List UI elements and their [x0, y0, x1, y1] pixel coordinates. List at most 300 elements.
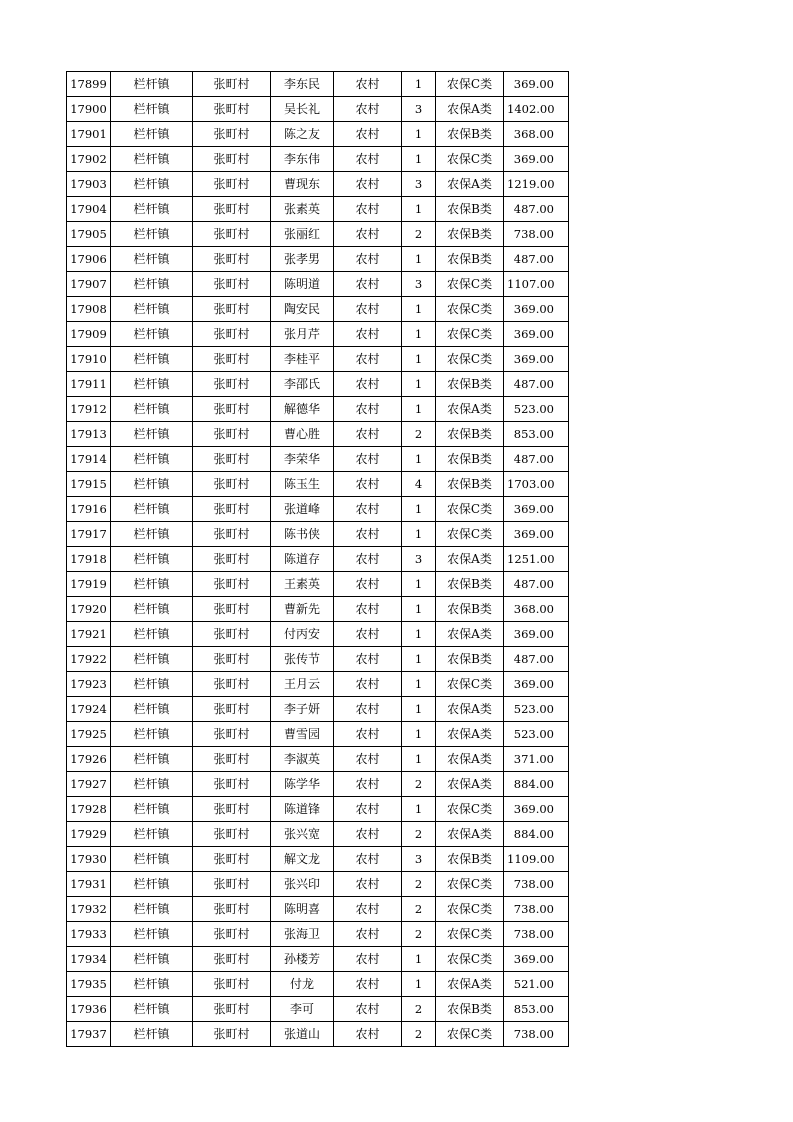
town-cell: 栏杆镇 [111, 997, 193, 1022]
name-cell: 张道峰 [271, 497, 334, 522]
amount-cell: 853.00 [504, 997, 569, 1022]
amount-cell: 1251.00 [504, 547, 569, 572]
table-row [67, 822, 569, 847]
village-cell: 张町村 [193, 622, 271, 647]
town-cell: 栏杆镇 [111, 122, 193, 147]
serial-number-cell: 17907 [67, 272, 111, 297]
serial-number-cell: 17917 [67, 522, 111, 547]
amount-cell: 487.00 [504, 372, 569, 397]
category-cell: 农保A类 [436, 722, 504, 747]
table-row [67, 697, 569, 722]
village-cell: 张町村 [193, 722, 271, 747]
table-row [67, 272, 569, 297]
amount-cell: 369.00 [504, 147, 569, 172]
member-count-cell: 2 [402, 897, 436, 922]
village-cell: 张町村 [193, 322, 271, 347]
town-cell: 栏杆镇 [111, 1022, 193, 1047]
category-cell: 农保B类 [436, 647, 504, 672]
village-cell: 张町村 [193, 922, 271, 947]
name-cell: 吴长礼 [271, 97, 334, 122]
village-cell: 张町村 [193, 422, 271, 447]
area-type-cell: 农村 [334, 747, 402, 772]
table-row [67, 472, 569, 497]
category-cell: 农保C类 [436, 922, 504, 947]
name-cell: 曹新先 [271, 597, 334, 622]
town-cell: 栏杆镇 [111, 847, 193, 872]
name-cell: 张传节 [271, 647, 334, 672]
name-cell: 陈玉生 [271, 472, 334, 497]
village-cell: 张町村 [193, 397, 271, 422]
amount-cell: 738.00 [504, 897, 569, 922]
area-type-cell: 农村 [334, 447, 402, 472]
amount-cell: 1402.00 [504, 97, 569, 122]
name-cell: 张兴宽 [271, 822, 334, 847]
member-count-cell: 2 [402, 772, 436, 797]
member-count-cell: 1 [402, 522, 436, 547]
village-cell: 张町村 [193, 72, 271, 97]
town-cell: 栏杆镇 [111, 547, 193, 572]
category-cell: 农保B类 [436, 572, 504, 597]
name-cell: 李淑英 [271, 747, 334, 772]
town-cell: 栏杆镇 [111, 297, 193, 322]
area-type-cell: 农村 [334, 397, 402, 422]
category-cell: 农保C类 [436, 872, 504, 897]
village-cell: 张町村 [193, 547, 271, 572]
village-cell: 张町村 [193, 222, 271, 247]
area-type-cell: 农村 [334, 347, 402, 372]
serial-number-cell: 17920 [67, 597, 111, 622]
name-cell: 李东民 [271, 72, 334, 97]
table-row [67, 397, 569, 422]
amount-cell: 521.00 [504, 972, 569, 997]
amount-cell: 1703.00 [504, 472, 569, 497]
town-cell: 栏杆镇 [111, 472, 193, 497]
village-cell: 张町村 [193, 697, 271, 722]
amount-cell: 523.00 [504, 722, 569, 747]
serial-number-cell: 17908 [67, 297, 111, 322]
area-type-cell: 农村 [334, 422, 402, 447]
table-row [67, 372, 569, 397]
serial-number-cell: 17906 [67, 247, 111, 272]
category-cell: 农保B类 [436, 597, 504, 622]
name-cell: 张海卫 [271, 922, 334, 947]
serial-number-cell: 17909 [67, 322, 111, 347]
category-cell: 农保B类 [436, 197, 504, 222]
village-cell: 张町村 [193, 597, 271, 622]
town-cell: 栏杆镇 [111, 797, 193, 822]
area-type-cell: 农村 [334, 622, 402, 647]
area-type-cell: 农村 [334, 922, 402, 947]
town-cell: 栏杆镇 [111, 447, 193, 472]
member-count-cell: 1 [402, 297, 436, 322]
member-count-cell: 1 [402, 147, 436, 172]
member-count-cell: 1 [402, 322, 436, 347]
table-row [67, 97, 569, 122]
category-cell: 农保C类 [436, 1022, 504, 1047]
town-cell: 栏杆镇 [111, 272, 193, 297]
table-row [67, 847, 569, 872]
area-type-cell: 农村 [334, 947, 402, 972]
area-type-cell: 农村 [334, 472, 402, 497]
name-cell: 王素英 [271, 572, 334, 597]
village-cell: 张町村 [193, 847, 271, 872]
village-cell: 张町村 [193, 772, 271, 797]
member-count-cell: 4 [402, 472, 436, 497]
name-cell: 曹现东 [271, 172, 334, 197]
serial-number-cell: 17936 [67, 997, 111, 1022]
name-cell: 陈之友 [271, 122, 334, 147]
category-cell: 农保A类 [436, 397, 504, 422]
town-cell: 栏杆镇 [111, 322, 193, 347]
name-cell: 李荣华 [271, 447, 334, 472]
serial-number-cell: 17913 [67, 422, 111, 447]
town-cell: 栏杆镇 [111, 572, 193, 597]
member-count-cell: 3 [402, 97, 436, 122]
name-cell: 陈书侠 [271, 522, 334, 547]
category-cell: 农保B类 [436, 472, 504, 497]
village-cell: 张町村 [193, 122, 271, 147]
amount-cell: 1219.00 [504, 172, 569, 197]
area-type-cell: 农村 [334, 697, 402, 722]
table-row [67, 1022, 569, 1047]
area-type-cell: 农村 [334, 322, 402, 347]
town-cell: 栏杆镇 [111, 522, 193, 547]
table-row [67, 772, 569, 797]
member-count-cell: 1 [402, 722, 436, 747]
serial-number-cell: 17904 [67, 197, 111, 222]
town-cell: 栏杆镇 [111, 222, 193, 247]
village-cell: 张町村 [193, 347, 271, 372]
table-row [67, 872, 569, 897]
category-cell: 农保C类 [436, 497, 504, 522]
member-count-cell: 2 [402, 422, 436, 447]
member-count-cell: 3 [402, 847, 436, 872]
table-row [67, 547, 569, 572]
member-count-cell: 2 [402, 222, 436, 247]
serial-number-cell: 17925 [67, 722, 111, 747]
name-cell: 陈道锋 [271, 797, 334, 822]
amount-cell: 487.00 [504, 447, 569, 472]
name-cell: 张兴印 [271, 872, 334, 897]
area-type-cell: 农村 [334, 497, 402, 522]
amount-cell: 369.00 [504, 322, 569, 347]
area-type-cell: 农村 [334, 247, 402, 272]
village-cell: 张町村 [193, 147, 271, 172]
village-cell: 张町村 [193, 572, 271, 597]
area-type-cell: 农村 [334, 372, 402, 397]
table-row [67, 497, 569, 522]
area-type-cell: 农村 [334, 847, 402, 872]
amount-cell: 369.00 [504, 347, 569, 372]
name-cell: 付龙 [271, 972, 334, 997]
area-type-cell: 农村 [334, 647, 402, 672]
member-count-cell: 1 [402, 972, 436, 997]
table-row [67, 222, 569, 247]
serial-number-cell: 17932 [67, 897, 111, 922]
category-cell: 农保B类 [436, 447, 504, 472]
category-cell: 农保C类 [436, 297, 504, 322]
town-cell: 栏杆镇 [111, 147, 193, 172]
village-cell: 张町村 [193, 972, 271, 997]
town-cell: 栏杆镇 [111, 247, 193, 272]
area-type-cell: 农村 [334, 147, 402, 172]
area-type-cell: 农村 [334, 772, 402, 797]
name-cell: 王月云 [271, 672, 334, 697]
category-cell: 农保C类 [436, 147, 504, 172]
village-cell: 张町村 [193, 472, 271, 497]
amount-cell: 369.00 [504, 797, 569, 822]
member-count-cell: 1 [402, 497, 436, 522]
town-cell: 栏杆镇 [111, 672, 193, 697]
member-count-cell: 1 [402, 947, 436, 972]
name-cell: 陈道存 [271, 547, 334, 572]
town-cell: 栏杆镇 [111, 822, 193, 847]
table-row [67, 972, 569, 997]
name-cell: 张孝男 [271, 247, 334, 272]
table-row [67, 122, 569, 147]
amount-cell: 738.00 [504, 222, 569, 247]
serial-number-cell: 17934 [67, 947, 111, 972]
category-cell: 农保C类 [436, 72, 504, 97]
member-count-cell: 1 [402, 747, 436, 772]
table-row [67, 647, 569, 672]
town-cell: 栏杆镇 [111, 622, 193, 647]
name-cell: 李可 [271, 997, 334, 1022]
village-cell: 张町村 [193, 247, 271, 272]
category-cell: 农保A类 [436, 622, 504, 647]
serial-number-cell: 17933 [67, 922, 111, 947]
serial-number-cell: 17901 [67, 122, 111, 147]
member-count-cell: 3 [402, 272, 436, 297]
serial-number-cell: 17937 [67, 1022, 111, 1047]
name-cell: 付丙安 [271, 622, 334, 647]
member-count-cell: 1 [402, 647, 436, 672]
category-cell: 农保A类 [436, 97, 504, 122]
table-row [67, 347, 569, 372]
amount-cell: 523.00 [504, 697, 569, 722]
area-type-cell: 农村 [334, 272, 402, 297]
member-count-cell: 1 [402, 197, 436, 222]
category-cell: 农保A类 [436, 172, 504, 197]
amount-cell: 369.00 [504, 622, 569, 647]
category-cell: 农保A类 [436, 822, 504, 847]
category-cell: 农保B类 [436, 997, 504, 1022]
town-cell: 栏杆镇 [111, 697, 193, 722]
area-type-cell: 农村 [334, 222, 402, 247]
name-cell: 解文龙 [271, 847, 334, 872]
category-cell: 农保A类 [436, 747, 504, 772]
category-cell: 农保B类 [436, 372, 504, 397]
village-cell: 张町村 [193, 747, 271, 772]
area-type-cell: 农村 [334, 522, 402, 547]
amount-cell: 368.00 [504, 597, 569, 622]
serial-number-cell: 17923 [67, 672, 111, 697]
name-cell: 张丽红 [271, 222, 334, 247]
area-type-cell: 农村 [334, 972, 402, 997]
serial-number-cell: 17921 [67, 622, 111, 647]
table-row [67, 422, 569, 447]
name-cell: 李子妍 [271, 697, 334, 722]
area-type-cell: 农村 [334, 97, 402, 122]
name-cell: 曹雪园 [271, 722, 334, 747]
amount-cell: 487.00 [504, 197, 569, 222]
amount-cell: 853.00 [504, 422, 569, 447]
serial-number-cell: 17926 [67, 747, 111, 772]
amount-cell: 487.00 [504, 647, 569, 672]
serial-number-cell: 17929 [67, 822, 111, 847]
amount-cell: 369.00 [504, 947, 569, 972]
village-cell: 张町村 [193, 947, 271, 972]
area-type-cell: 农村 [334, 597, 402, 622]
town-cell: 栏杆镇 [111, 97, 193, 122]
member-count-cell: 1 [402, 397, 436, 422]
village-cell: 张町村 [193, 897, 271, 922]
serial-number-cell: 17930 [67, 847, 111, 872]
member-count-cell: 2 [402, 997, 436, 1022]
table-row [67, 147, 569, 172]
category-cell: 农保C类 [436, 672, 504, 697]
category-cell: 农保A类 [436, 772, 504, 797]
member-count-cell: 2 [402, 1022, 436, 1047]
name-cell: 陈学华 [271, 772, 334, 797]
village-cell: 张町村 [193, 497, 271, 522]
amount-cell: 884.00 [504, 822, 569, 847]
serial-number-cell: 17927 [67, 772, 111, 797]
village-cell: 张町村 [193, 822, 271, 847]
member-count-cell: 1 [402, 347, 436, 372]
category-cell: 农保B类 [436, 122, 504, 147]
area-type-cell: 农村 [334, 572, 402, 597]
area-type-cell: 农村 [334, 297, 402, 322]
town-cell: 栏杆镇 [111, 497, 193, 522]
name-cell: 曹心胜 [271, 422, 334, 447]
village-cell: 张町村 [193, 647, 271, 672]
amount-cell: 487.00 [504, 572, 569, 597]
category-cell: 农保B类 [436, 847, 504, 872]
serial-number-cell: 17902 [67, 147, 111, 172]
amount-cell: 738.00 [504, 872, 569, 897]
village-cell: 张町村 [193, 447, 271, 472]
table-row [67, 722, 569, 747]
serial-number-cell: 17928 [67, 797, 111, 822]
member-count-cell: 2 [402, 922, 436, 947]
member-count-cell: 3 [402, 547, 436, 572]
serial-number-cell: 17903 [67, 172, 111, 197]
village-cell: 张町村 [193, 272, 271, 297]
town-cell: 栏杆镇 [111, 197, 193, 222]
member-count-cell: 2 [402, 872, 436, 897]
area-type-cell: 农村 [334, 1022, 402, 1047]
table-row [67, 622, 569, 647]
serial-number-cell: 17910 [67, 347, 111, 372]
name-cell: 陶安民 [271, 297, 334, 322]
town-cell: 栏杆镇 [111, 597, 193, 622]
amount-cell: 738.00 [504, 1022, 569, 1047]
village-cell: 张町村 [193, 672, 271, 697]
town-cell: 栏杆镇 [111, 747, 193, 772]
table-row [67, 797, 569, 822]
name-cell: 李邵氏 [271, 372, 334, 397]
town-cell: 栏杆镇 [111, 347, 193, 372]
amount-cell: 884.00 [504, 772, 569, 797]
serial-number-cell: 17911 [67, 372, 111, 397]
area-type-cell: 农村 [334, 672, 402, 697]
name-cell: 陈明喜 [271, 897, 334, 922]
amount-cell: 523.00 [504, 397, 569, 422]
serial-number-cell: 17899 [67, 72, 111, 97]
member-count-cell: 1 [402, 122, 436, 147]
serial-number-cell: 17914 [67, 447, 111, 472]
amount-cell: 369.00 [504, 72, 569, 97]
village-cell: 张町村 [193, 1022, 271, 1047]
area-type-cell: 农村 [334, 122, 402, 147]
area-type-cell: 农村 [334, 722, 402, 747]
village-cell: 张町村 [193, 872, 271, 897]
village-cell: 张町村 [193, 297, 271, 322]
amount-cell: 368.00 [504, 122, 569, 147]
serial-number-cell: 17912 [67, 397, 111, 422]
serial-number-cell: 17915 [67, 472, 111, 497]
category-cell: 农保A类 [436, 547, 504, 572]
member-count-cell: 2 [402, 822, 436, 847]
town-cell: 栏杆镇 [111, 722, 193, 747]
member-count-cell: 1 [402, 372, 436, 397]
category-cell: 农保C类 [436, 347, 504, 372]
village-cell: 张町村 [193, 197, 271, 222]
member-count-cell: 1 [402, 697, 436, 722]
category-cell: 农保B类 [436, 222, 504, 247]
town-cell: 栏杆镇 [111, 872, 193, 897]
table-row [67, 322, 569, 347]
member-count-cell: 1 [402, 572, 436, 597]
serial-number-cell: 17916 [67, 497, 111, 522]
category-cell: 农保C类 [436, 897, 504, 922]
member-count-cell: 3 [402, 172, 436, 197]
name-cell: 孙楼芳 [271, 947, 334, 972]
member-count-cell: 1 [402, 247, 436, 272]
category-cell: 农保C类 [436, 272, 504, 297]
village-cell: 张町村 [193, 172, 271, 197]
table-row [67, 522, 569, 547]
town-cell: 栏杆镇 [111, 372, 193, 397]
table-row [67, 747, 569, 772]
category-cell: 农保C类 [436, 797, 504, 822]
village-cell: 张町村 [193, 97, 271, 122]
amount-cell: 369.00 [504, 522, 569, 547]
table-row [67, 572, 569, 597]
serial-number-cell: 17900 [67, 97, 111, 122]
village-cell: 张町村 [193, 522, 271, 547]
name-cell: 陈明道 [271, 272, 334, 297]
category-cell: 农保A类 [436, 972, 504, 997]
category-cell: 农保C类 [436, 322, 504, 347]
area-type-cell: 农村 [334, 897, 402, 922]
town-cell: 栏杆镇 [111, 647, 193, 672]
table-row [67, 72, 569, 97]
table-body [67, 72, 569, 1047]
serial-number-cell: 17924 [67, 697, 111, 722]
area-type-cell: 农村 [334, 547, 402, 572]
member-count-cell: 1 [402, 597, 436, 622]
name-cell: 李桂平 [271, 347, 334, 372]
area-type-cell: 农村 [334, 797, 402, 822]
table-row [67, 997, 569, 1022]
serial-number-cell: 17905 [67, 222, 111, 247]
name-cell: 张道山 [271, 1022, 334, 1047]
name-cell: 李东伟 [271, 147, 334, 172]
category-cell: 农保B类 [436, 422, 504, 447]
amount-cell: 487.00 [504, 247, 569, 272]
